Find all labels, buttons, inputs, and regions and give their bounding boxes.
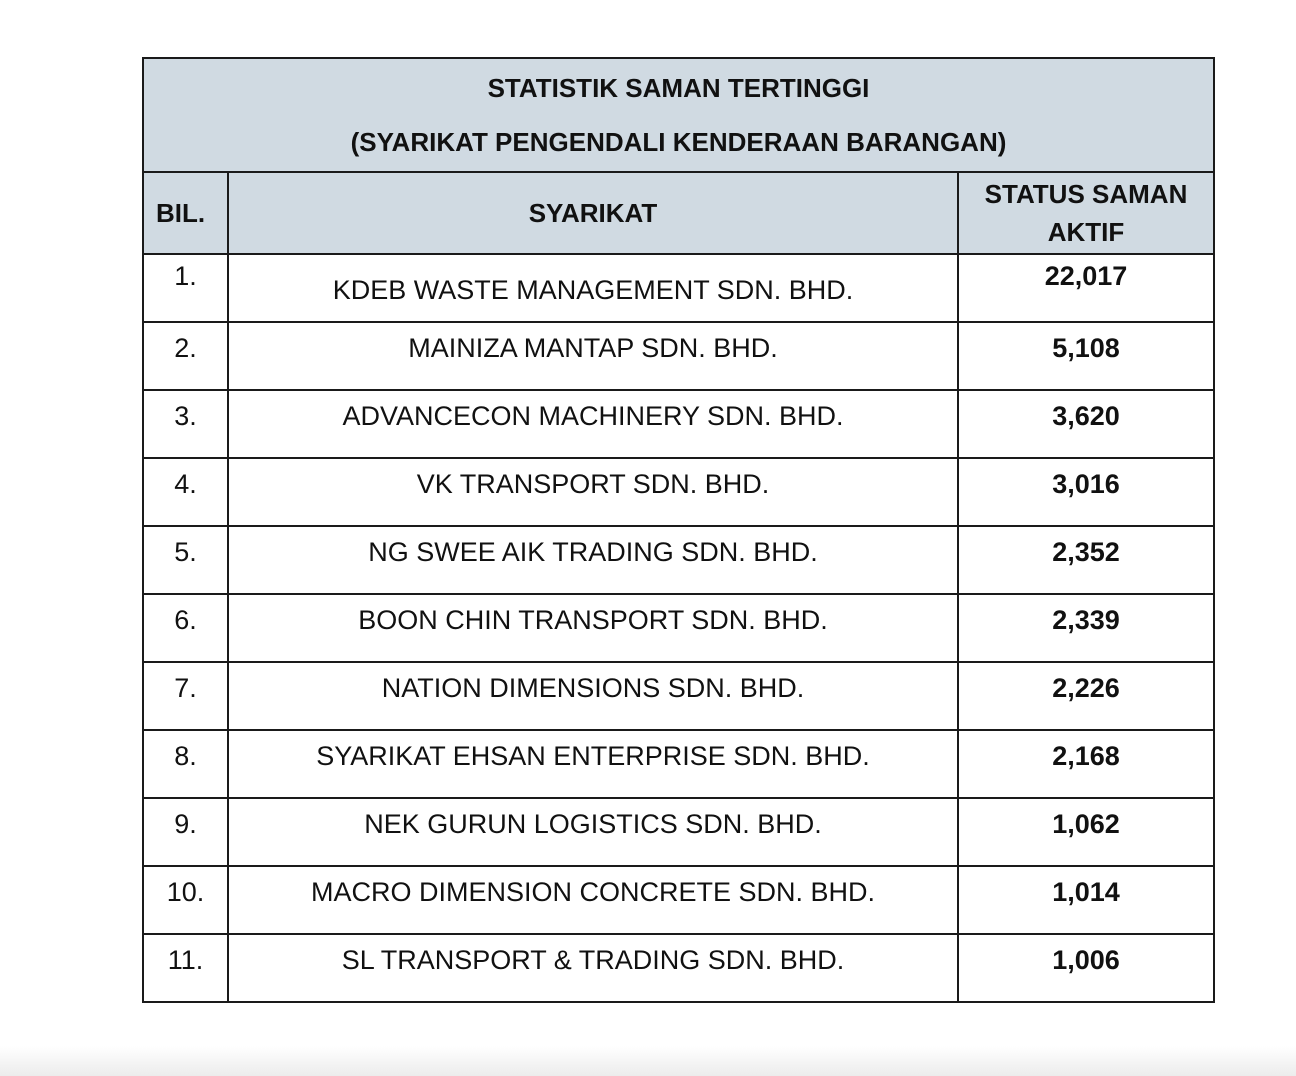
row-number-cell bbox=[143, 254, 228, 322]
active-summons-count: 2,339 bbox=[1052, 604, 1120, 635]
page-bottom-shadow bbox=[0, 1046, 1296, 1076]
row-number-cell bbox=[143, 390, 228, 458]
company-name-cell bbox=[228, 934, 958, 1002]
company-name-cell bbox=[228, 322, 958, 390]
table-row bbox=[143, 322, 1214, 390]
company-name-cell bbox=[228, 254, 958, 322]
company-name: KDEB WASTE MANAGEMENT SDN. BHD. bbox=[332, 274, 854, 305]
company-name-cell bbox=[228, 798, 958, 866]
company-name-cell bbox=[228, 458, 958, 526]
active-summons-count: 2,168 bbox=[1052, 740, 1120, 771]
company-name-cell bbox=[228, 730, 958, 798]
active-summons-count-cell bbox=[958, 526, 1214, 594]
active-summons-count-cell bbox=[958, 594, 1214, 662]
row-number-cell bbox=[143, 662, 228, 730]
table-body bbox=[143, 254, 1214, 1002]
statistics-table bbox=[142, 57, 1215, 1003]
active-summons-count-cell bbox=[958, 934, 1214, 1002]
row-number-cell bbox=[143, 526, 228, 594]
header-status-saman-aktif bbox=[958, 172, 1214, 254]
company-name: ADVANCECON MACHINERY SDN. BHD. bbox=[342, 400, 844, 431]
active-summons-count-cell bbox=[958, 390, 1214, 458]
table-row bbox=[143, 254, 1214, 322]
active-summons-count: 2,352 bbox=[1052, 536, 1120, 567]
row-number: 2. bbox=[174, 332, 197, 363]
row-number: 1. bbox=[174, 260, 197, 291]
table-header-row bbox=[143, 172, 1214, 254]
row-number-cell bbox=[143, 458, 228, 526]
header-syarikat: SYARIKAT bbox=[228, 172, 958, 254]
row-number: 6. bbox=[174, 604, 197, 635]
row-number-cell bbox=[143, 594, 228, 662]
company-name: BOON CHIN TRANSPORT SDN. BHD. bbox=[358, 604, 828, 635]
active-summons-count-cell bbox=[958, 730, 1214, 798]
table-row bbox=[143, 934, 1214, 1002]
row-number: 9. bbox=[174, 808, 197, 839]
table-row bbox=[143, 662, 1214, 730]
header-status-line-2: AKTIF bbox=[1047, 217, 1125, 247]
active-summons-count: 1,006 bbox=[1052, 944, 1120, 975]
table-title-line-2: (SYARIKAT PENGENDALI KENDERAAN BARANGAN) bbox=[350, 127, 1007, 157]
company-name-cell bbox=[228, 866, 958, 934]
active-summons-count: 1,014 bbox=[1052, 876, 1120, 907]
company-name: MAINIZA MANTAP SDN. BHD. bbox=[408, 332, 778, 363]
active-summons-count: 22,017 bbox=[1044, 260, 1128, 291]
row-number: 11. bbox=[167, 944, 204, 975]
company-name: SYARIKAT EHSAN ENTERPRISE SDN. BHD. bbox=[316, 740, 870, 771]
row-number: 7. bbox=[174, 672, 197, 703]
row-number-cell bbox=[143, 730, 228, 798]
company-name-cell bbox=[228, 594, 958, 662]
table-row bbox=[143, 730, 1214, 798]
row-number: 4. bbox=[174, 468, 197, 499]
active-summons-count-cell bbox=[958, 798, 1214, 866]
company-name: VK TRANSPORT SDN. BHD. bbox=[416, 468, 770, 499]
table-title-row bbox=[143, 58, 1214, 172]
table-row bbox=[143, 866, 1214, 934]
company-name-cell bbox=[228, 526, 958, 594]
header-bil: BIL. bbox=[143, 172, 228, 254]
table-title bbox=[143, 58, 1214, 172]
row-number: 3. bbox=[174, 400, 197, 431]
active-summons-count-cell bbox=[958, 662, 1214, 730]
table-row bbox=[143, 458, 1214, 526]
active-summons-count: 3,620 bbox=[1052, 400, 1120, 431]
header-status-line-1: STATUS SAMAN bbox=[984, 179, 1188, 209]
row-number-cell bbox=[143, 322, 228, 390]
active-summons-count-cell bbox=[958, 866, 1214, 934]
row-number-cell bbox=[143, 934, 228, 1002]
table-row bbox=[143, 594, 1214, 662]
company-name: NEK GURUN LOGISTICS SDN. BHD. bbox=[364, 808, 822, 839]
active-summons-count: 5,108 bbox=[1052, 332, 1120, 363]
company-name: SL TRANSPORT & TRADING SDN. BHD. bbox=[341, 944, 845, 975]
table-row bbox=[143, 390, 1214, 458]
row-number: 8. bbox=[174, 740, 197, 771]
table-row bbox=[143, 526, 1214, 594]
active-summons-count-cell bbox=[958, 254, 1214, 322]
table-title-line-1: STATISTIK SAMAN TERTINGGI bbox=[487, 73, 870, 103]
table-row bbox=[143, 798, 1214, 866]
active-summons-count: 1,062 bbox=[1052, 808, 1120, 839]
company-name-cell bbox=[228, 390, 958, 458]
row-number-cell bbox=[143, 866, 228, 934]
active-summons-count-cell bbox=[958, 458, 1214, 526]
company-name-cell bbox=[228, 662, 958, 730]
row-number: 5. bbox=[174, 536, 197, 567]
company-name: MACRO DIMENSION CONCRETE SDN. BHD. bbox=[310, 876, 876, 907]
active-summons-count: 3,016 bbox=[1052, 468, 1120, 499]
active-summons-count: 2,226 bbox=[1052, 672, 1120, 703]
row-number-cell bbox=[143, 798, 228, 866]
company-name: NATION DIMENSIONS SDN. BHD. bbox=[381, 672, 805, 703]
row-number: 10. bbox=[166, 876, 205, 907]
company-name: NG SWEE AIK TRADING SDN. BHD. bbox=[368, 536, 818, 567]
active-summons-count-cell bbox=[958, 322, 1214, 390]
